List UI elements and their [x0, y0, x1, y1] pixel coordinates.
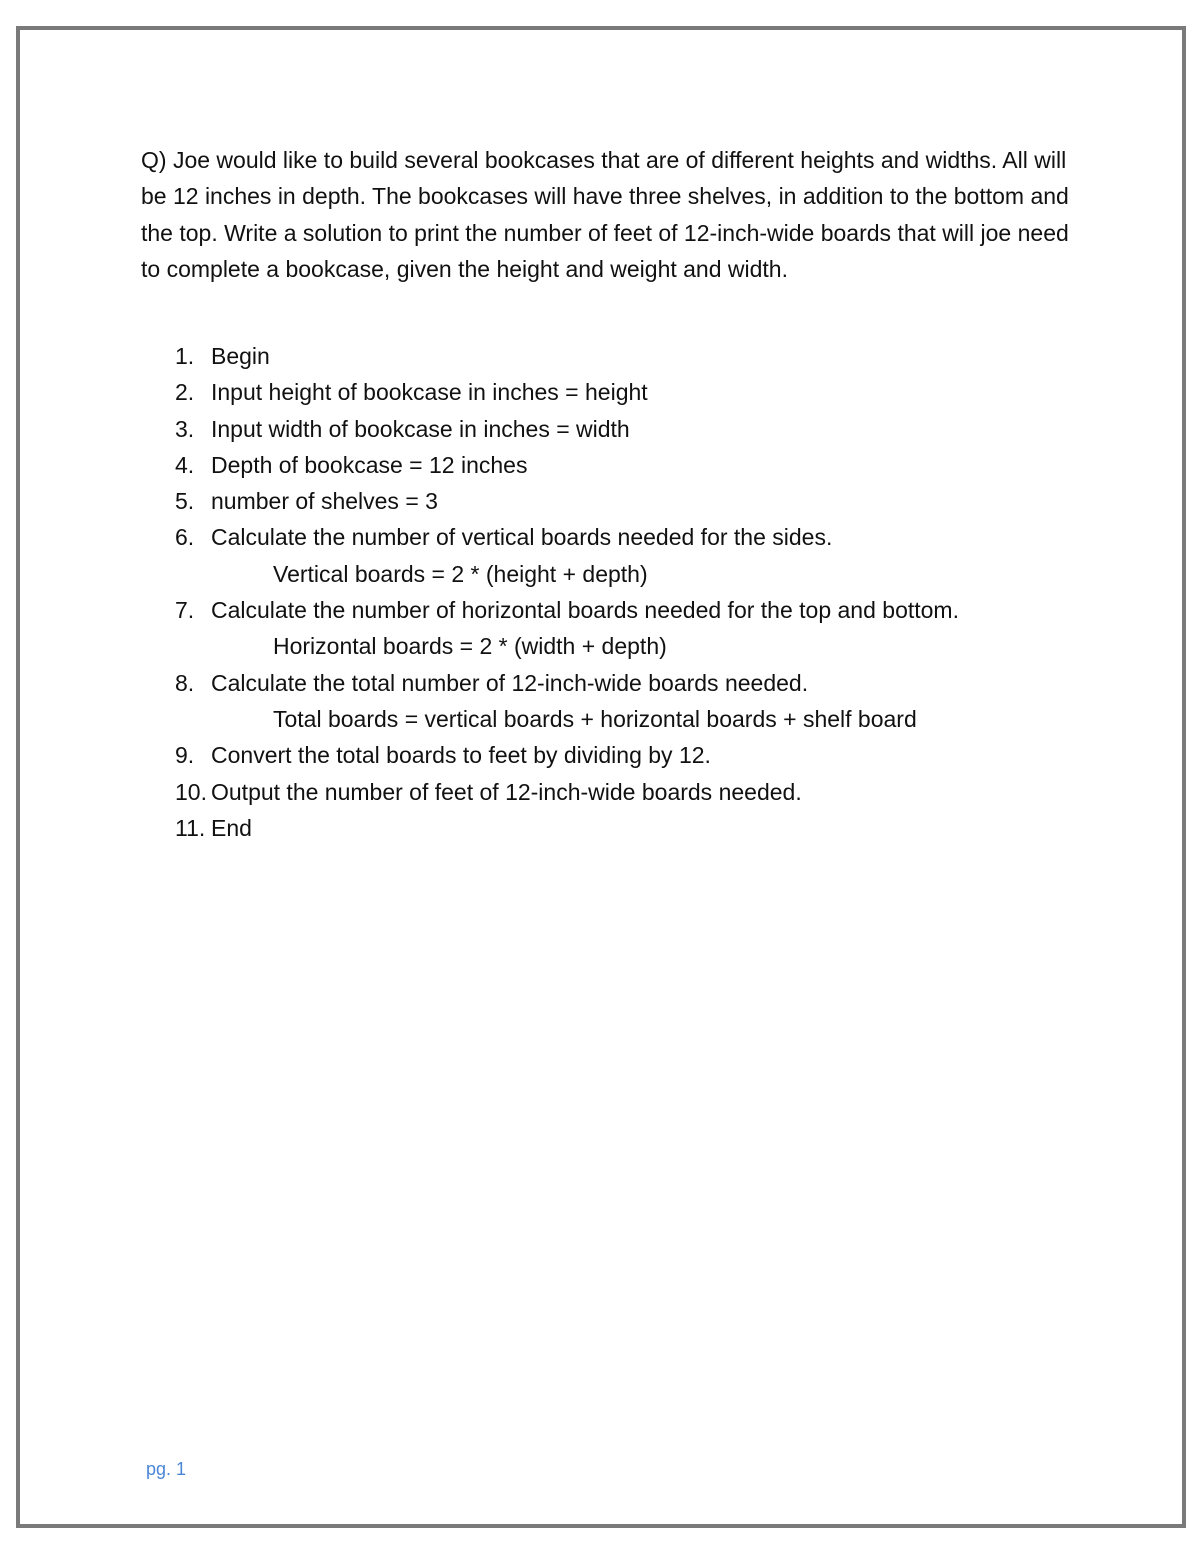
step-text: Input height of bookcase in inches = height [211, 379, 648, 406]
step-formula: Vertical boards = 2 * (height + depth) [273, 560, 648, 587]
step-text: Input width of bookcase in inches = width [211, 415, 630, 442]
algorithm-steps-list [141, 338, 1071, 846]
step-text: Calculate the number of horizontal boards needed for the top and bottom. [211, 597, 959, 624]
step-number: 11. [175, 814, 206, 841]
list-item [141, 483, 1071, 519]
step-text: Calculate the number of vertical boards needed for the sides. [211, 524, 833, 551]
question-text: Q) Joe would like to build several bookcases that are of different heights and widths. All will be 12 inches in depth. The bookcases will have three shelves, in addition to the bottom and the top. Write a solution to print the number of feet of 12-inch-wide boards that will joe need to complete a bookcase, given the height and weight and width. [141, 147, 1069, 282]
step-number: 10. [175, 778, 207, 805]
list-item [141, 774, 1071, 810]
step-number: 9. [175, 742, 195, 769]
step-formula: Total boards = vertical boards + horizontal boards + shelf board [273, 705, 917, 732]
list-item [141, 737, 1071, 773]
list-item [141, 338, 1071, 374]
list-item [141, 810, 1071, 846]
step-number: 1. [175, 343, 195, 369]
list-item [141, 411, 1071, 447]
step-text: Convert the total boards to feet by dividing by 12. [211, 742, 711, 769]
step-formula: Horizontal boards = 2 * (width + depth) [273, 633, 667, 660]
step-text: Depth of bookcase = 12 inches [211, 451, 528, 478]
step-text: number of shelves = 3 [211, 488, 438, 515]
step-number: 3. [175, 415, 195, 442]
page-number: pg. 1 [146, 1459, 187, 1479]
step-number: 6. [175, 524, 195, 551]
list-item [141, 592, 1071, 665]
step-number: 2. [175, 379, 195, 406]
step-text: Output the number of feet of 12-inch-wide boards needed. [211, 778, 802, 805]
list-item [141, 665, 1071, 738]
list-item [141, 374, 1071, 410]
list-item [141, 447, 1071, 483]
step-text: Calculate the total number of 12-inch-wide boards needed. [211, 669, 809, 696]
step-text: End [211, 814, 252, 841]
step-number: 8. [175, 669, 195, 696]
step-number: 4. [175, 451, 195, 478]
step-number: 7. [175, 597, 195, 624]
list-item [141, 519, 1071, 592]
step-text: Begin [211, 343, 270, 369]
step-number: 5. [175, 488, 195, 515]
